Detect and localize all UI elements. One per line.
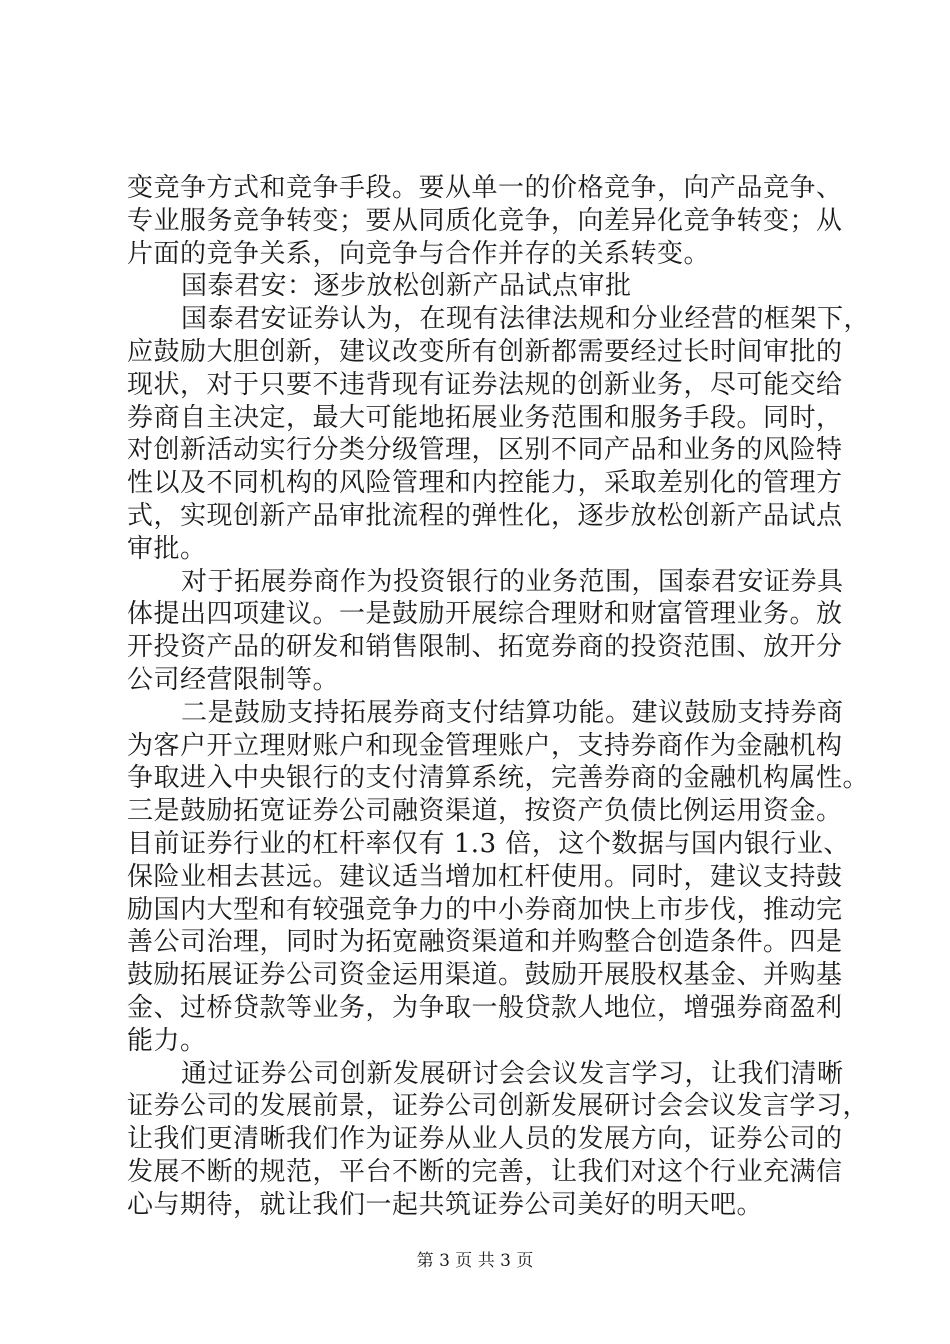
text-line: 鼓励拓展证券公司资金运用渠道。鼓励开展股权基金、并购基 xyxy=(127,960,843,991)
text-line: 证券公司的发展前景，证券公司创新发展研讨会会议发言学习， xyxy=(127,1091,870,1122)
text-line: 能力。 xyxy=(127,1025,207,1056)
text-line: 为客户开立理财账户和现金管理账户，支持券商作为金融机构 xyxy=(127,730,843,761)
text-line: 券商自主决定，最大可能地拓展业务范围和服务手段。同时， xyxy=(127,402,843,433)
text-line: 对创新活动实行分类分级管理，区别不同产品和业务的风险特 xyxy=(127,435,843,466)
text-line: 体提出四项建议。一是鼓励开展综合理财和财富管理业务。放 xyxy=(127,599,843,630)
document-body xyxy=(127,172,871,1222)
text-line: 保险业相去甚远。建议适当增加杠杆使用。同时，建议支持鼓 xyxy=(127,861,843,892)
text-line: 应鼓励大胆创新，建议改变所有创新都需要经过长时间审批的 xyxy=(127,336,843,367)
text-line: 开投资产品的研发和销售限制、拓宽券商的投资范围、放开分 xyxy=(127,632,843,663)
paragraph xyxy=(127,566,844,697)
text-line: 目前证券行业的杠杆率仅有 1.3 倍，这个数据与国内银行业、 xyxy=(127,828,850,859)
text-line: 对于拓展券商作为投资银行的业务范围，国泰君安证券具 xyxy=(181,566,844,597)
paragraph xyxy=(127,270,832,303)
text-line: 片面的竞争关系，向竞争与合作并存的关系转变。 xyxy=(127,238,711,269)
text-line: 性以及不同机构的风险管理和内控能力，采取差别化的管理方 xyxy=(127,468,843,499)
text-line: 国泰君安：逐步放松创新产品试点审批 xyxy=(181,271,632,302)
text-line: 发展不断的规范，平台不断的完善，让我们对这个行业充满信 xyxy=(127,1156,843,1187)
text-line: 通过证券公司创新发展研讨会会议发言学习，让我们清晰 xyxy=(181,1058,844,1089)
paragraph xyxy=(127,697,870,1058)
text-line: 心与期待，就让我们一起共筑证券公司美好的明天吧。 xyxy=(127,1189,764,1220)
text-line: 金、过桥贷款等业务，为争取一般贷款人地位，增强券商盈利 xyxy=(127,992,843,1023)
text-line: 让我们更清晰我们作为证券从业人员的发展方向，证券公司的 xyxy=(127,1124,843,1155)
text-line: 公司经营限制等。 xyxy=(127,664,340,695)
text-line: 善公司治理，同时为拓宽融资渠道和并购整合创造条件。四是 xyxy=(127,927,843,958)
text-line: 变竞争方式和竞争手段。要从单一的价格竞争，向产品竞争、 xyxy=(127,173,843,203)
text-line: 三是鼓励拓宽证券公司融资渠道，按资产负债比例运用资金。 xyxy=(127,796,843,827)
text-line: 国泰君安证券认为，在现有法律法规和分业经营的框架下， xyxy=(181,304,871,335)
page-footer: 第 3 页 共 3 页 xyxy=(416,1251,534,1271)
paragraph xyxy=(127,1058,870,1222)
text-line: 二是鼓励支持拓展券商支付结算功能。建议鼓励支持券商 xyxy=(181,697,844,728)
text-line: 专业服务竞争转变；要从同质化竞争，向差异化竞争转变；从 xyxy=(127,205,843,236)
text-line: 式，实现创新产品审批流程的弹性化，逐步放松创新产品试点 xyxy=(127,500,843,531)
text-line: 争取进入中央银行的支付清算系统，完善券商的金融机构属性。 xyxy=(127,763,870,794)
text-line: 励国内大型和有较强竞争力的中小券商加快上市步伐，推动完 xyxy=(127,894,843,925)
text-line: 审批。 xyxy=(127,533,207,564)
text-line: 现状，对于只要不违背现有证券法规的创新业务，尽可能交给 xyxy=(127,369,843,400)
paragraph xyxy=(127,303,871,565)
paragraph xyxy=(127,172,843,270)
